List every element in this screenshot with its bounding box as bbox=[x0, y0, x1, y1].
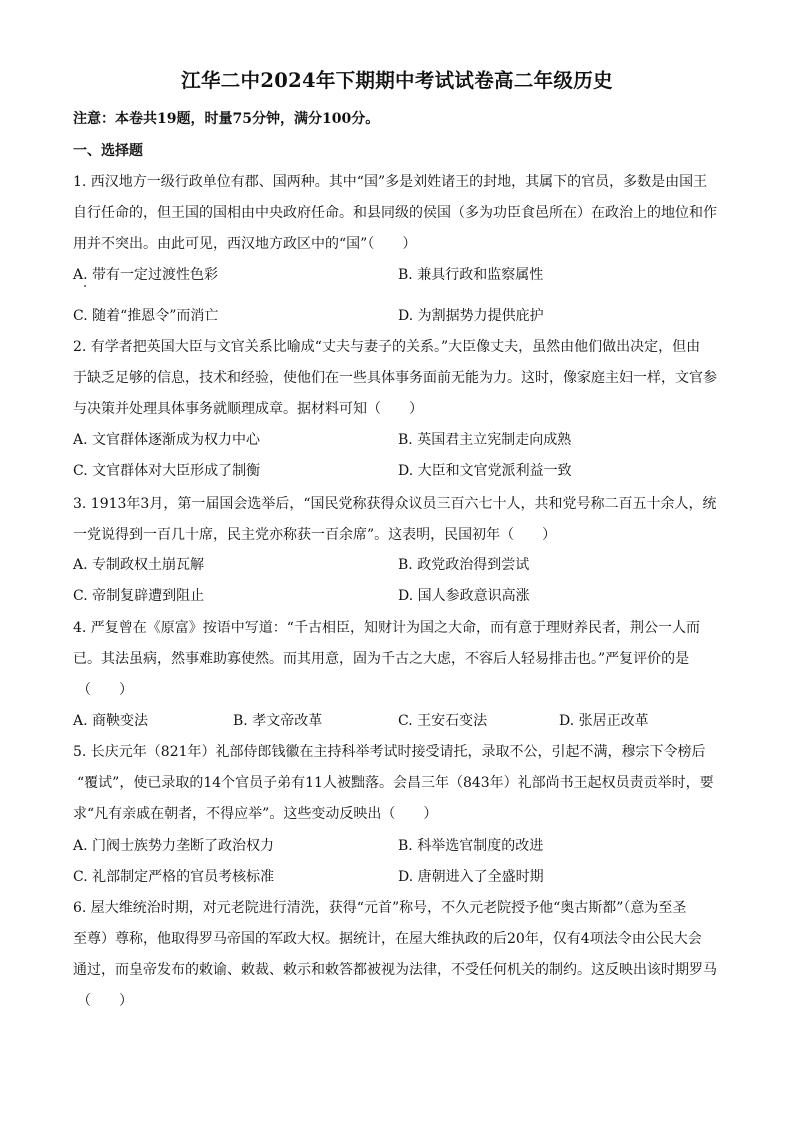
q3-option-c: C. 帝制复辟遭到阻止 bbox=[73, 588, 205, 604]
q3-line-1: 3. 1913年3月，第一届国会选举后，“国民党称获得众议员三百六七十人，共和党号称二百五十余人，统 bbox=[73, 496, 717, 512]
q3-line-2: 一党说得到一百几十席，民主党亦称获一百余席”。这表明，民国初年（ ） bbox=[73, 527, 557, 543]
q3-option-d: D. 国人参政意识高涨 bbox=[398, 588, 530, 604]
q6-line-3: 通过，而皇帝发布的敕谕、敕裁、敕示和敕答都被视为法律，不受任何机关的制约。这反映出该时期罗马 bbox=[73, 962, 717, 978]
section-heading: 一、选择题 bbox=[73, 143, 143, 159]
q1-option-c: C. 随着“推恩令”而消亡 bbox=[73, 308, 219, 324]
q4-option-d: D. 张居正改革 bbox=[559, 713, 649, 729]
q2-option-a: A. 文官群体逐渐成为权力中心 bbox=[73, 432, 261, 448]
q2-option-d: D. 大臣和文官党派利益一致 bbox=[398, 463, 572, 479]
q4-line-2: 已。其法虽病，然事难助寡使然。而其用意，固为千古之大虑，不容后人轻易排击也。”严复评价的是 bbox=[73, 651, 690, 667]
q1-option-a: A. 带有一定过渡性色彩 bbox=[73, 267, 219, 283]
q5-option-a: A. 门阀士族势力垄断了政治权力 bbox=[73, 838, 275, 854]
q2-option-b: B. 英国君主立宪制走向成熟 bbox=[398, 432, 572, 448]
q2-line-2: 于缺乏足够的信息，技术和经验，使他们在一些具体事务面前无能为力。这时，像家庭主妇一样，文官参 bbox=[73, 370, 717, 386]
q1-line-2: 自行任命的，但王国的国相由中央政府任命。和县同级的侯国（多为功臣食邑所在）在政治上的地位和作 bbox=[73, 205, 717, 221]
q5-option-b: B. 科举选官制度的改进 bbox=[398, 838, 544, 854]
stray-dot bbox=[84, 285, 86, 287]
exam-title: 江华二中2024年下期期中考试试卷高二年级历史 bbox=[181, 69, 613, 92]
q5-option-d: D. 唐朝进入了全盛时期 bbox=[398, 869, 544, 885]
q1-option-d: D. 为割据势力提供庇护 bbox=[398, 308, 544, 324]
q5-line-2: “覆试”，使已录取的14个官员子弟有11人被黜落。会昌三年（843年）礼部尚书王起权员责贡举时，要 bbox=[77, 775, 714, 791]
q4-option-c: C. 王安石变法 bbox=[398, 713, 488, 729]
q4-option-a: A. 商鞅变法 bbox=[73, 713, 149, 729]
q5-option-c: C. 礼部制定严格的官员考核标准 bbox=[73, 869, 275, 885]
q2-line-1: 2. 有学者把英国大臣与文官关系比喻成“丈夫与妻子的关系。”大臣像丈夫，虽然由他们做出决定，但由 bbox=[73, 339, 701, 355]
q1-line-1: 1. 西汉地方一级行政单位有郡、国两种。其中“国”多是刘姓诸王的封地，其属下的官员，多数是由国王 bbox=[73, 174, 708, 190]
q6-line-4: （ ） bbox=[77, 993, 133, 1009]
q3-option-b: B. 政党政治得到尝试 bbox=[398, 557, 530, 573]
q6-line-2: 至尊）尊称，他取得罗马帝国的军政大权。据统计，在屋大维执政的后20年，仅有4项法令由公民大会 bbox=[73, 931, 702, 947]
q4-line-1: 4. 严复曾在《原富》按语中写道：“千古相臣，知财计为国之大命，而有意于理财养民者，荆公一人而 bbox=[73, 620, 700, 636]
q3-option-a: A. 专制政权土崩瓦解 bbox=[73, 557, 205, 573]
exam-note: 注意：本卷共19题，时量75分钟，满分100分。 bbox=[73, 111, 380, 127]
q2-option-c: C. 文官群体对大臣形成了制衡 bbox=[73, 463, 261, 479]
q5-line-3: 求“凡有亲戚在朝者，不得应举”。这些变动反映出（ ） bbox=[73, 806, 438, 822]
q1-line-3: 用并不突出。由此可见，西汉地方政区中的“国”（ ） bbox=[73, 236, 417, 252]
q4-option-b: B. 孝文帝改革 bbox=[233, 713, 323, 729]
q5-line-1: 5. 长庆元年（821年）礼部侍郎钱徽在主持科举考试时接受请托，录取不公，引起不满，穆宗下令榜后 bbox=[73, 744, 706, 760]
q2-line-3: 与决策并处理具体事务就顺理成章。据材料可知（ ） bbox=[73, 401, 423, 417]
q6-line-1: 6. 屋大维统治时期，对元老院进行清洗，获得“元首”称号，不久元老院授予他“奥古斯都”（意为至圣 bbox=[73, 900, 687, 916]
q4-line-3: （ ） bbox=[77, 682, 133, 698]
q1-option-b: B. 兼具行政和监察属性 bbox=[398, 267, 544, 283]
